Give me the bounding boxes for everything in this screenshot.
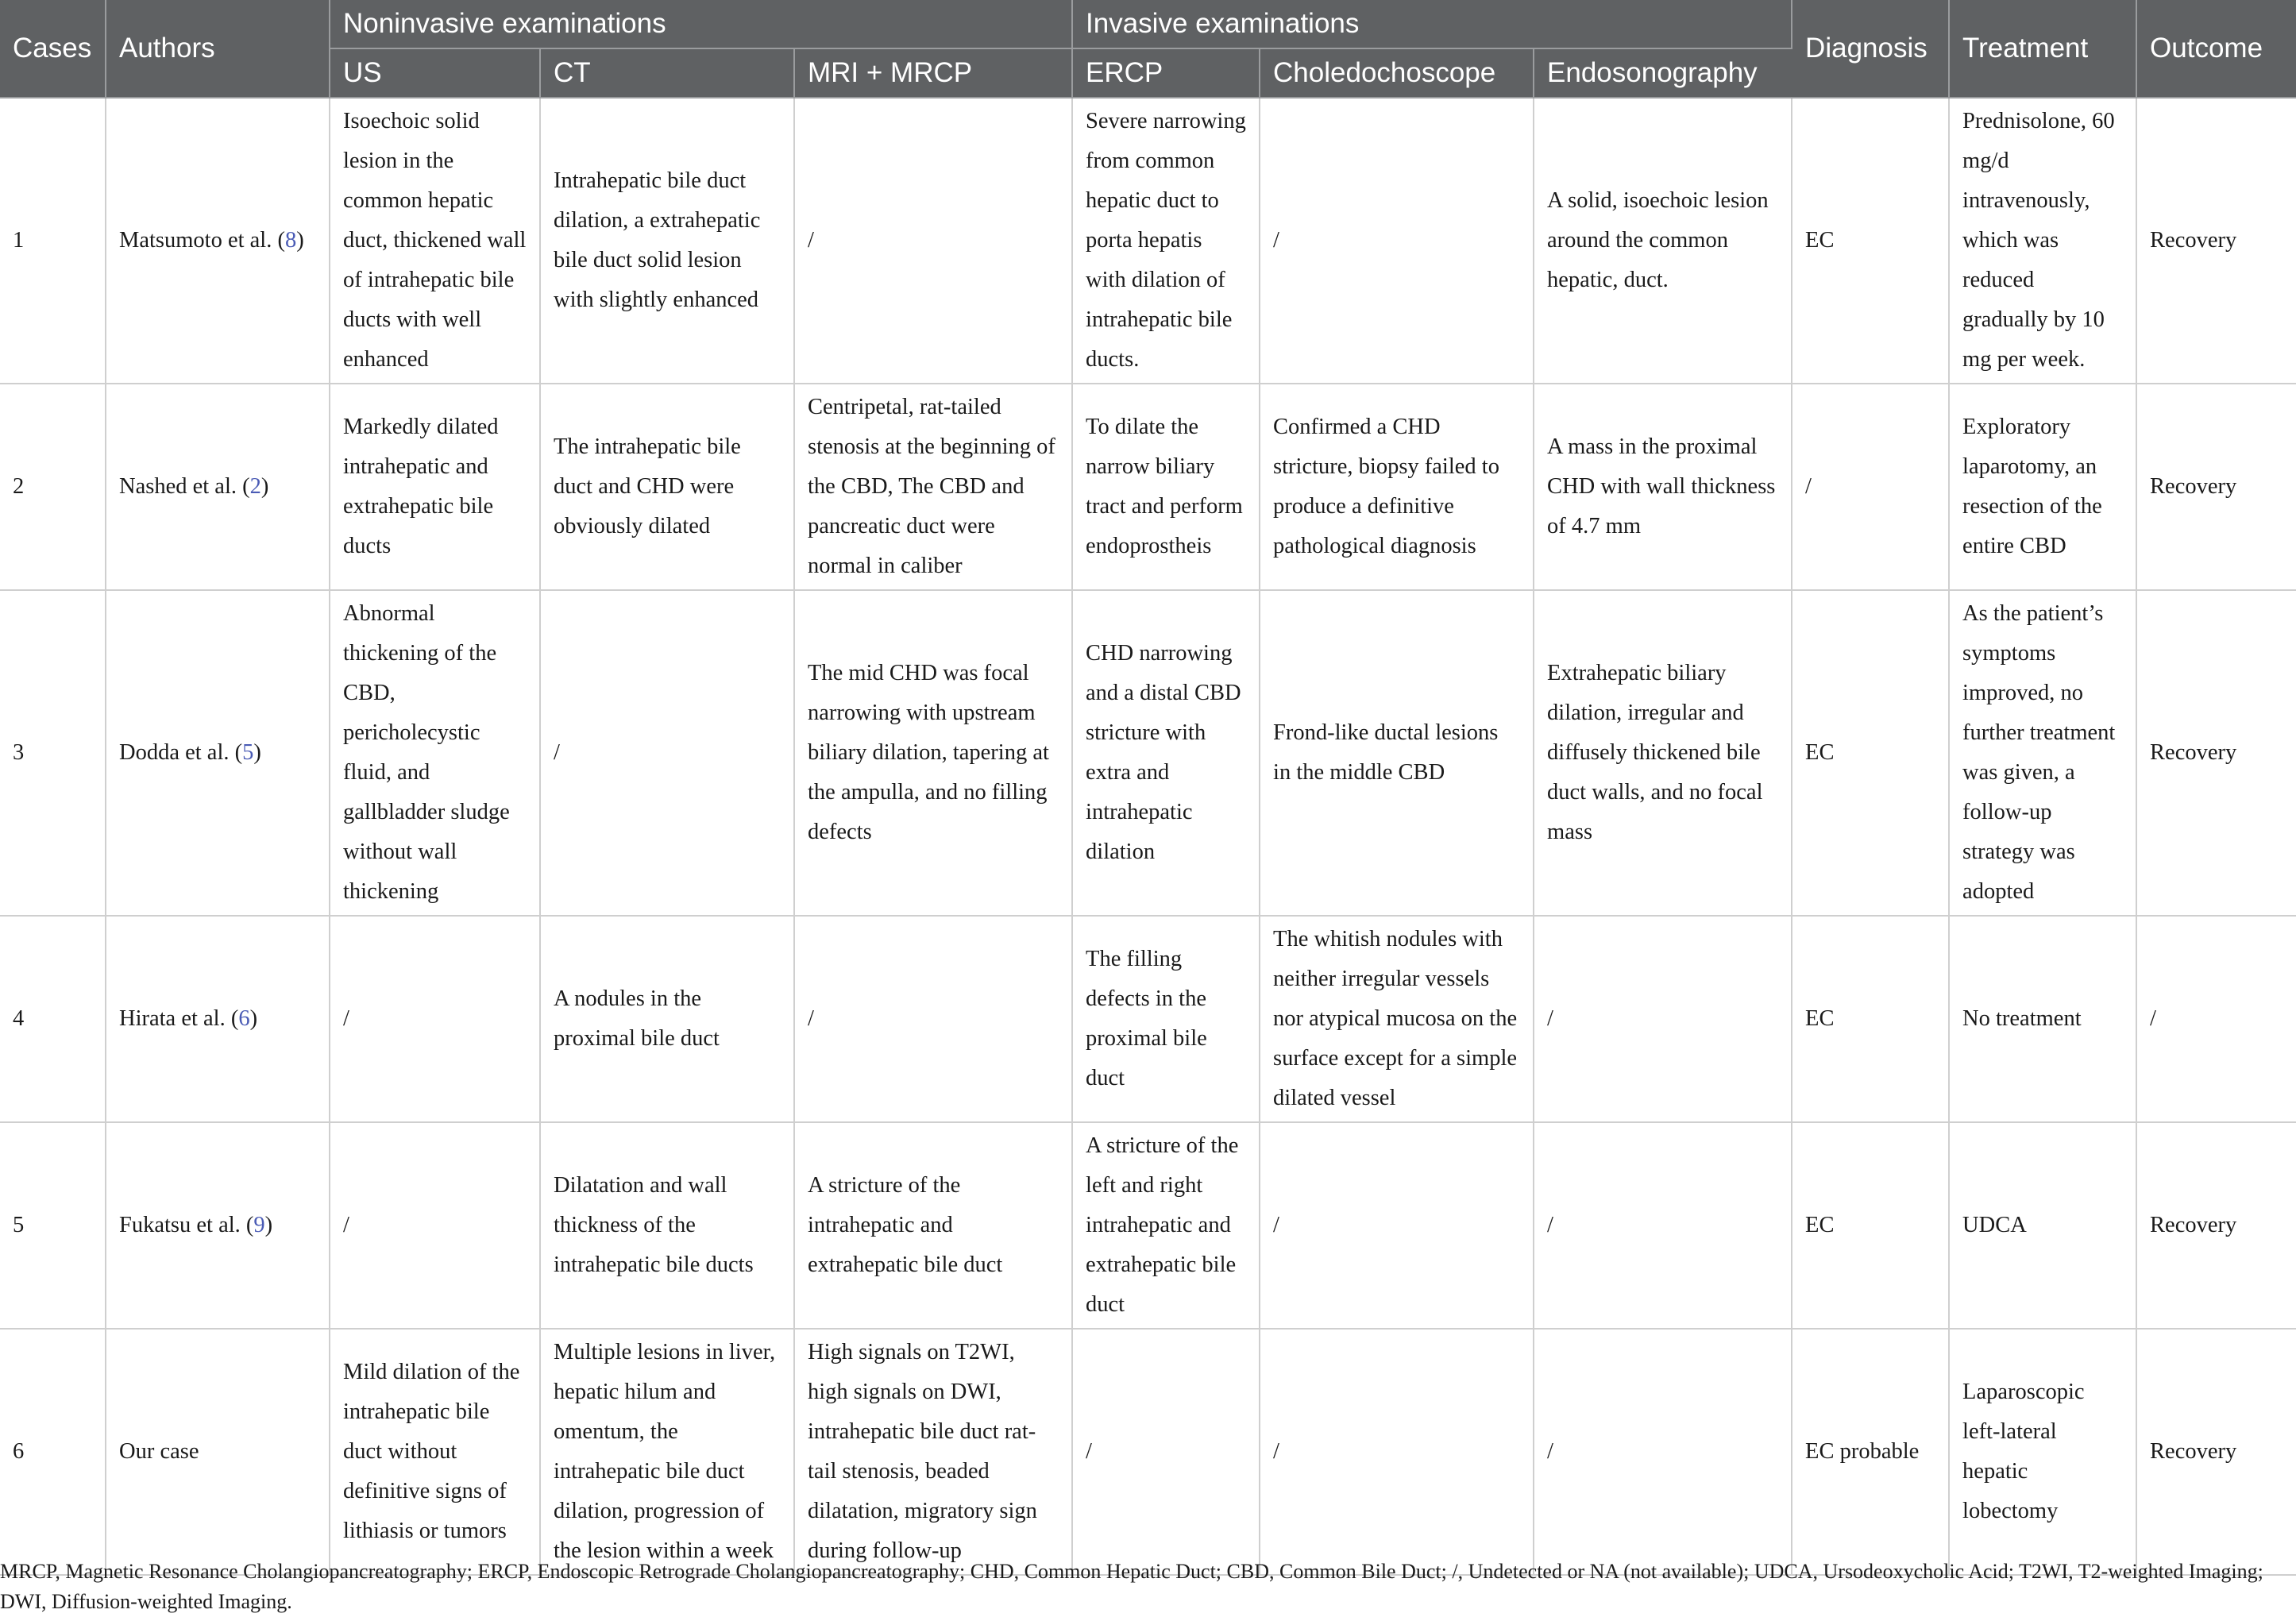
cell-ct: A nodules in the proximal bile duct [540, 916, 794, 1122]
header-mri: MRI + MRCP [794, 48, 1072, 98]
cell-ct: Dilatation and wall thickness of the intrahepatic bile ducts [540, 1122, 794, 1329]
reference-link[interactable]: 5 [242, 740, 254, 765]
reference-link[interactable]: 8 [284, 228, 297, 253]
author-paren: ) [249, 1006, 258, 1031]
cell-treatment: Prednisolone, 60 mg/d intravenously, which was reduced gradually by 10 mg per week. [1949, 98, 2136, 384]
cell-treatment: No treatment [1949, 916, 2136, 1122]
cell-author [106, 98, 330, 384]
cell-case: 6 [0, 1329, 106, 1575]
cell-choledochoscope: Frond-like ductal lesions in the middle CBD [1260, 590, 1534, 916]
author-paren: ) [264, 1213, 273, 1237]
table-row [0, 590, 2296, 916]
cell-author [106, 916, 330, 1122]
cell-ercp: Severe narrowing from common hepatic duct to porta hepatis with dilation of intrahepatic bile ducts. [1072, 98, 1260, 384]
header-outcome: Outcome [2136, 0, 2296, 98]
cell-choledochoscope: / [1260, 1329, 1534, 1575]
cell-us: Abnormal thickening of the CBD, pericholecystic fluid, and gallbladder sludge without wall thickening [330, 590, 540, 916]
author-name: Our case [119, 1439, 199, 1464]
cell-ct: Multiple lesions in liver, hepatic hilum and omentum, the intrahepatic bile duct dilation, progression of the lesion within a week [540, 1329, 794, 1575]
table-footnote: MRCP, Magnetic Resonance Cholangiopancreatography; ERCP, Endoscopic Retrograde Cholangiopancreatography; CHD, Common Hepatic Duct; CBD, Common Bile Duct; /, Undetected or NA (not available); UDCA, Ursodeoxycholic Acid; T2WI, T2-weighted Imaging; DWI, Diffusion-weighted Imaging. [0, 1560, 2263, 1613]
cell-choledochoscope: / [1260, 1122, 1534, 1329]
cell-choledochoscope: Confirmed a CHD stricture, biopsy failed to produce a definitive pathological diagnosis [1260, 384, 1534, 590]
cell-case: 1 [0, 98, 106, 384]
cell-endosonography: / [1534, 916, 1792, 1122]
header-endosonography: Endosonography [1534, 48, 1792, 98]
author-name: Fukatsu et al. ( [119, 1213, 254, 1237]
cell-ct: / [540, 590, 794, 916]
table-row [0, 1122, 2296, 1329]
header-ercp: ERCP [1072, 48, 1260, 98]
header-us: US [330, 48, 540, 98]
author-name: Matsumoto et al. ( [119, 228, 285, 253]
author-paren: ) [253, 740, 261, 765]
cell-diagnosis: EC [1792, 916, 1949, 1122]
author-name: Dodda et al. ( [119, 740, 243, 765]
cell-case: 2 [0, 384, 106, 590]
author-paren: ) [260, 474, 269, 499]
table-row [0, 98, 2296, 384]
cell-us: Isoechoic solid lesion in the common hepatic duct, thickened wall of intrahepatic bile ducts with well enhanced [330, 98, 540, 384]
table-row [0, 384, 2296, 590]
cell-ct: Intrahepatic bile duct dilation, a extrahepatic bile duct solid lesion with slightly enhanced [540, 98, 794, 384]
cell-mri: / [794, 98, 1072, 384]
header-treatment: Treatment [1949, 0, 2136, 98]
header-ct: CT [540, 48, 794, 98]
header-invasive: Invasive examinations [1072, 0, 1792, 48]
cell-mri: / [794, 916, 1072, 1122]
cell-choledochoscope: / [1260, 98, 1534, 384]
cell-ct: The intrahepatic bile duct and CHD were obviously dilated [540, 384, 794, 590]
cell-ercp: CHD narrowing and a distal CBD stricture with extra and intrahepatic dilation [1072, 590, 1260, 916]
reference-link[interactable]: 2 [249, 474, 261, 499]
author-name: Nashed et al. ( [119, 474, 250, 499]
cell-treatment: As the patient’s symptoms improved, no further treatment was given, a follow-up strategy was adopted [1949, 590, 2136, 916]
cell-endosonography: / [1534, 1329, 1792, 1575]
cell-diagnosis: EC [1792, 98, 1949, 384]
table-row [0, 916, 2296, 1122]
cell-endosonography: A mass in the proximal CHD with wall thickness of 4.7 mm [1534, 384, 1792, 590]
cell-endosonography: / [1534, 1122, 1792, 1329]
header-authors: Authors [106, 0, 330, 98]
author-name: Hirata et al. ( [119, 1006, 239, 1031]
cell-treatment: Exploratory laparotomy, an resection of the entire CBD [1949, 384, 2136, 590]
cell-diagnosis: EC [1792, 1122, 1949, 1329]
cell-us: Mild dilation of the intrahepatic bile duct without definitive signs of lithiasis or tumors [330, 1329, 540, 1575]
cell-treatment: UDCA [1949, 1122, 2136, 1329]
cell-us: Markedly dilated intrahepatic and extrahepatic bile ducts [330, 384, 540, 590]
cell-ercp: A stricture of the left and right intrahepatic and extrahepatic bile duct [1072, 1122, 1260, 1329]
header-cases: Cases [0, 0, 106, 98]
cell-mri: The mid CHD was focal narrowing with upstream biliary dilation, tapering at the ampulla, and no filling defects [794, 590, 1072, 916]
cell-choledochoscope: The whitish nodules with neither irregular vessels nor atypical mucosa on the surface except for a simple dilated vessel [1260, 916, 1534, 1122]
table-body [0, 98, 2296, 1575]
cell-outcome: Recovery [2136, 1122, 2296, 1329]
cell-author [106, 1329, 330, 1575]
cell-ercp: / [1072, 1329, 1260, 1575]
header-choledochoscope: Choledochoscope [1260, 48, 1534, 98]
reference-link[interactable]: 6 [238, 1006, 250, 1031]
cell-endosonography: Extrahepatic biliary dilation, irregular and diffusely thickened bile duct walls, and no focal mass [1534, 590, 1792, 916]
header-diagnosis: Diagnosis [1792, 0, 1949, 98]
cell-outcome: Recovery [2136, 384, 2296, 590]
cell-diagnosis: EC [1792, 590, 1949, 916]
table-header [0, 0, 2296, 98]
cell-outcome: Recovery [2136, 590, 2296, 916]
cell-case: 5 [0, 1122, 106, 1329]
cell-diagnosis: / [1792, 384, 1949, 590]
cell-author [106, 590, 330, 916]
cell-outcome: Recovery [2136, 1329, 2296, 1575]
cell-outcome: / [2136, 916, 2296, 1122]
cell-diagnosis: EC probable [1792, 1329, 1949, 1575]
cell-us: / [330, 1122, 540, 1329]
cell-mri: A stricture of the intrahepatic and extrahepatic bile duct [794, 1122, 1072, 1329]
cell-treatment: Laparoscopic left-lateral hepatic lobectomy [1949, 1329, 2136, 1575]
author-paren: ) [296, 228, 304, 253]
cell-ercp: The filling defects in the proximal bile duct [1072, 916, 1260, 1122]
header-noninvasive: Noninvasive examinations [330, 0, 1072, 48]
cell-case: 3 [0, 590, 106, 916]
cell-us: / [330, 916, 540, 1122]
cell-case: 4 [0, 916, 106, 1122]
cell-ercp: To dilate the narrow biliary tract and perform endoprostheis [1072, 384, 1260, 590]
cell-author [106, 384, 330, 590]
reference-link[interactable]: 9 [253, 1213, 265, 1237]
cell-endosonography: A solid, isoechoic lesion around the common hepatic, duct. [1534, 98, 1792, 384]
cell-outcome: Recovery [2136, 98, 2296, 384]
table-row [0, 1329, 2296, 1575]
cell-mri: High signals on T2WI, high signals on DWI, intrahepatic bile duct rat-tail stenosis, beaded dilatation, migratory sign during follow-up [794, 1329, 1072, 1575]
cell-author [106, 1122, 330, 1329]
cell-mri: Centripetal, rat-tailed stenosis at the beginning of the CBD, The CBD and pancreatic duct were normal in caliber [794, 384, 1072, 590]
